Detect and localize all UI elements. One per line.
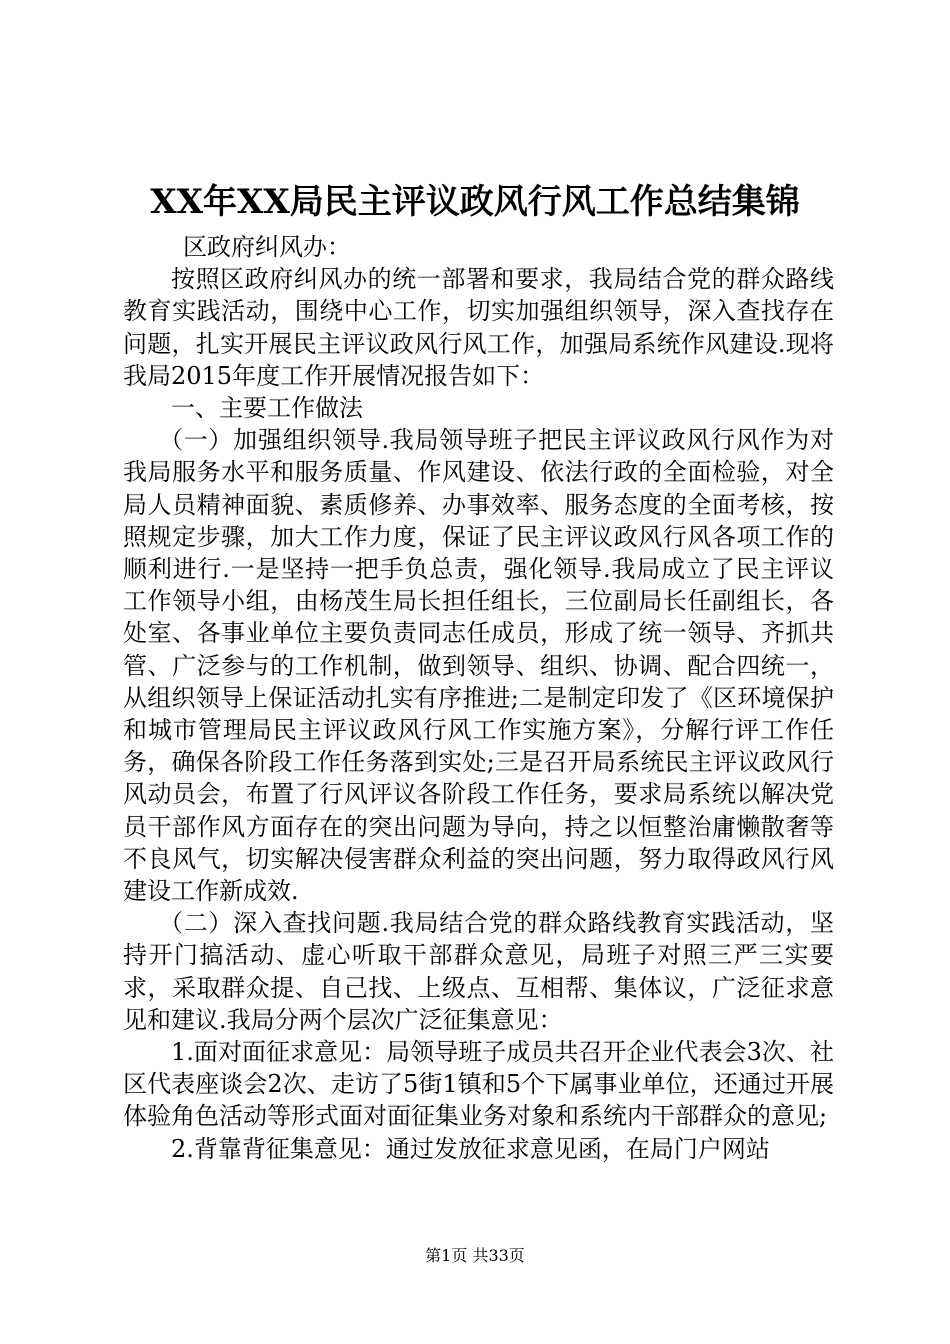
body-paragraph-4: 2.背靠背征集意见：通过发放征求意见函，在局门户网站 [171,1134,770,1163]
section-heading: 一、主要工作做法 [171,394,363,423]
salutation-paragraph: 区政府纠风办： [183,233,351,261]
document-title: XX年XX局民主评议政风行风工作总结集锦 [150,182,800,222]
page-footer: 第1页 共33页 [425,1246,525,1265]
body-paragraph-2: （二）深入查找问题.我局结合党的群众路线教育实践活动，坚持开门搞活动、虚心听取干部群众意见，局班子对照三严三实要求，采取群众提、自己找、上级点、互相帮、集体议，广泛征求意见和建议.我局分两个层次广泛征集意见： [123,909,834,1034]
intro-paragraph: 按照区政府纠风办的统一部署和要求，我局结合党的群众路线教育实践活动，围绕中心工作，切实加强组织领导，深入查找存在问题，扎实开展民主评议政风行风工作，加强局系统作风建设.现将我局2015年度工作开展情况报告如下： [123,265,834,390]
document-body [123,231,834,1165]
body-paragraph-3: 1.面对面征求意见：局领导班子成员共召开企业代表会3次、社区代表座谈会2次、走访了5街1镇和5个下属事业单位，还通过开展体验角色活动等形式面对面征集业务对象和系统内干部群众的意见; [123,1038,834,1131]
body-paragraph-1: （一）加强组织领导.我局领导班子把民主评议政风行风作为对我局服务水平和服务质量、作风建设、依法行政的全面检验，对全局人员精神面貌、素质修养、办事效率、服务态度的全面考核，按照规定步骤，加大工作力度，保证了民主评议政风行风各项工作的顺利进行.一是坚持一把手负总责，强化领导.我局成立了民主评议工作领导小组，由杨茂生局长担任组长，三位副局长任副组长，各处室、各事业单位主要负责同志任成员，形成了统一领导、齐抓共管、广泛参与的工作机制，做到领导、组织、协调、配合四统一，从组织领导上保证活动扎实有序推进;二是制定印发了《区环境保护和城市管理局民主评议政风行风工作实施方案》，分解行评工作任务，确保各阶段工作任务落到实处;三是召开局系统民主评议政风行风动员会，布置了行风评议各阶段工作任务，要求局系统以解决党员干部作风方面存在的突出问题为导向，持之以恒整治庸懒散奢等不良风气，切实解决侵害群众利益的突出问题，努力取得政风行风建设工作新成效. [123,426,834,906]
